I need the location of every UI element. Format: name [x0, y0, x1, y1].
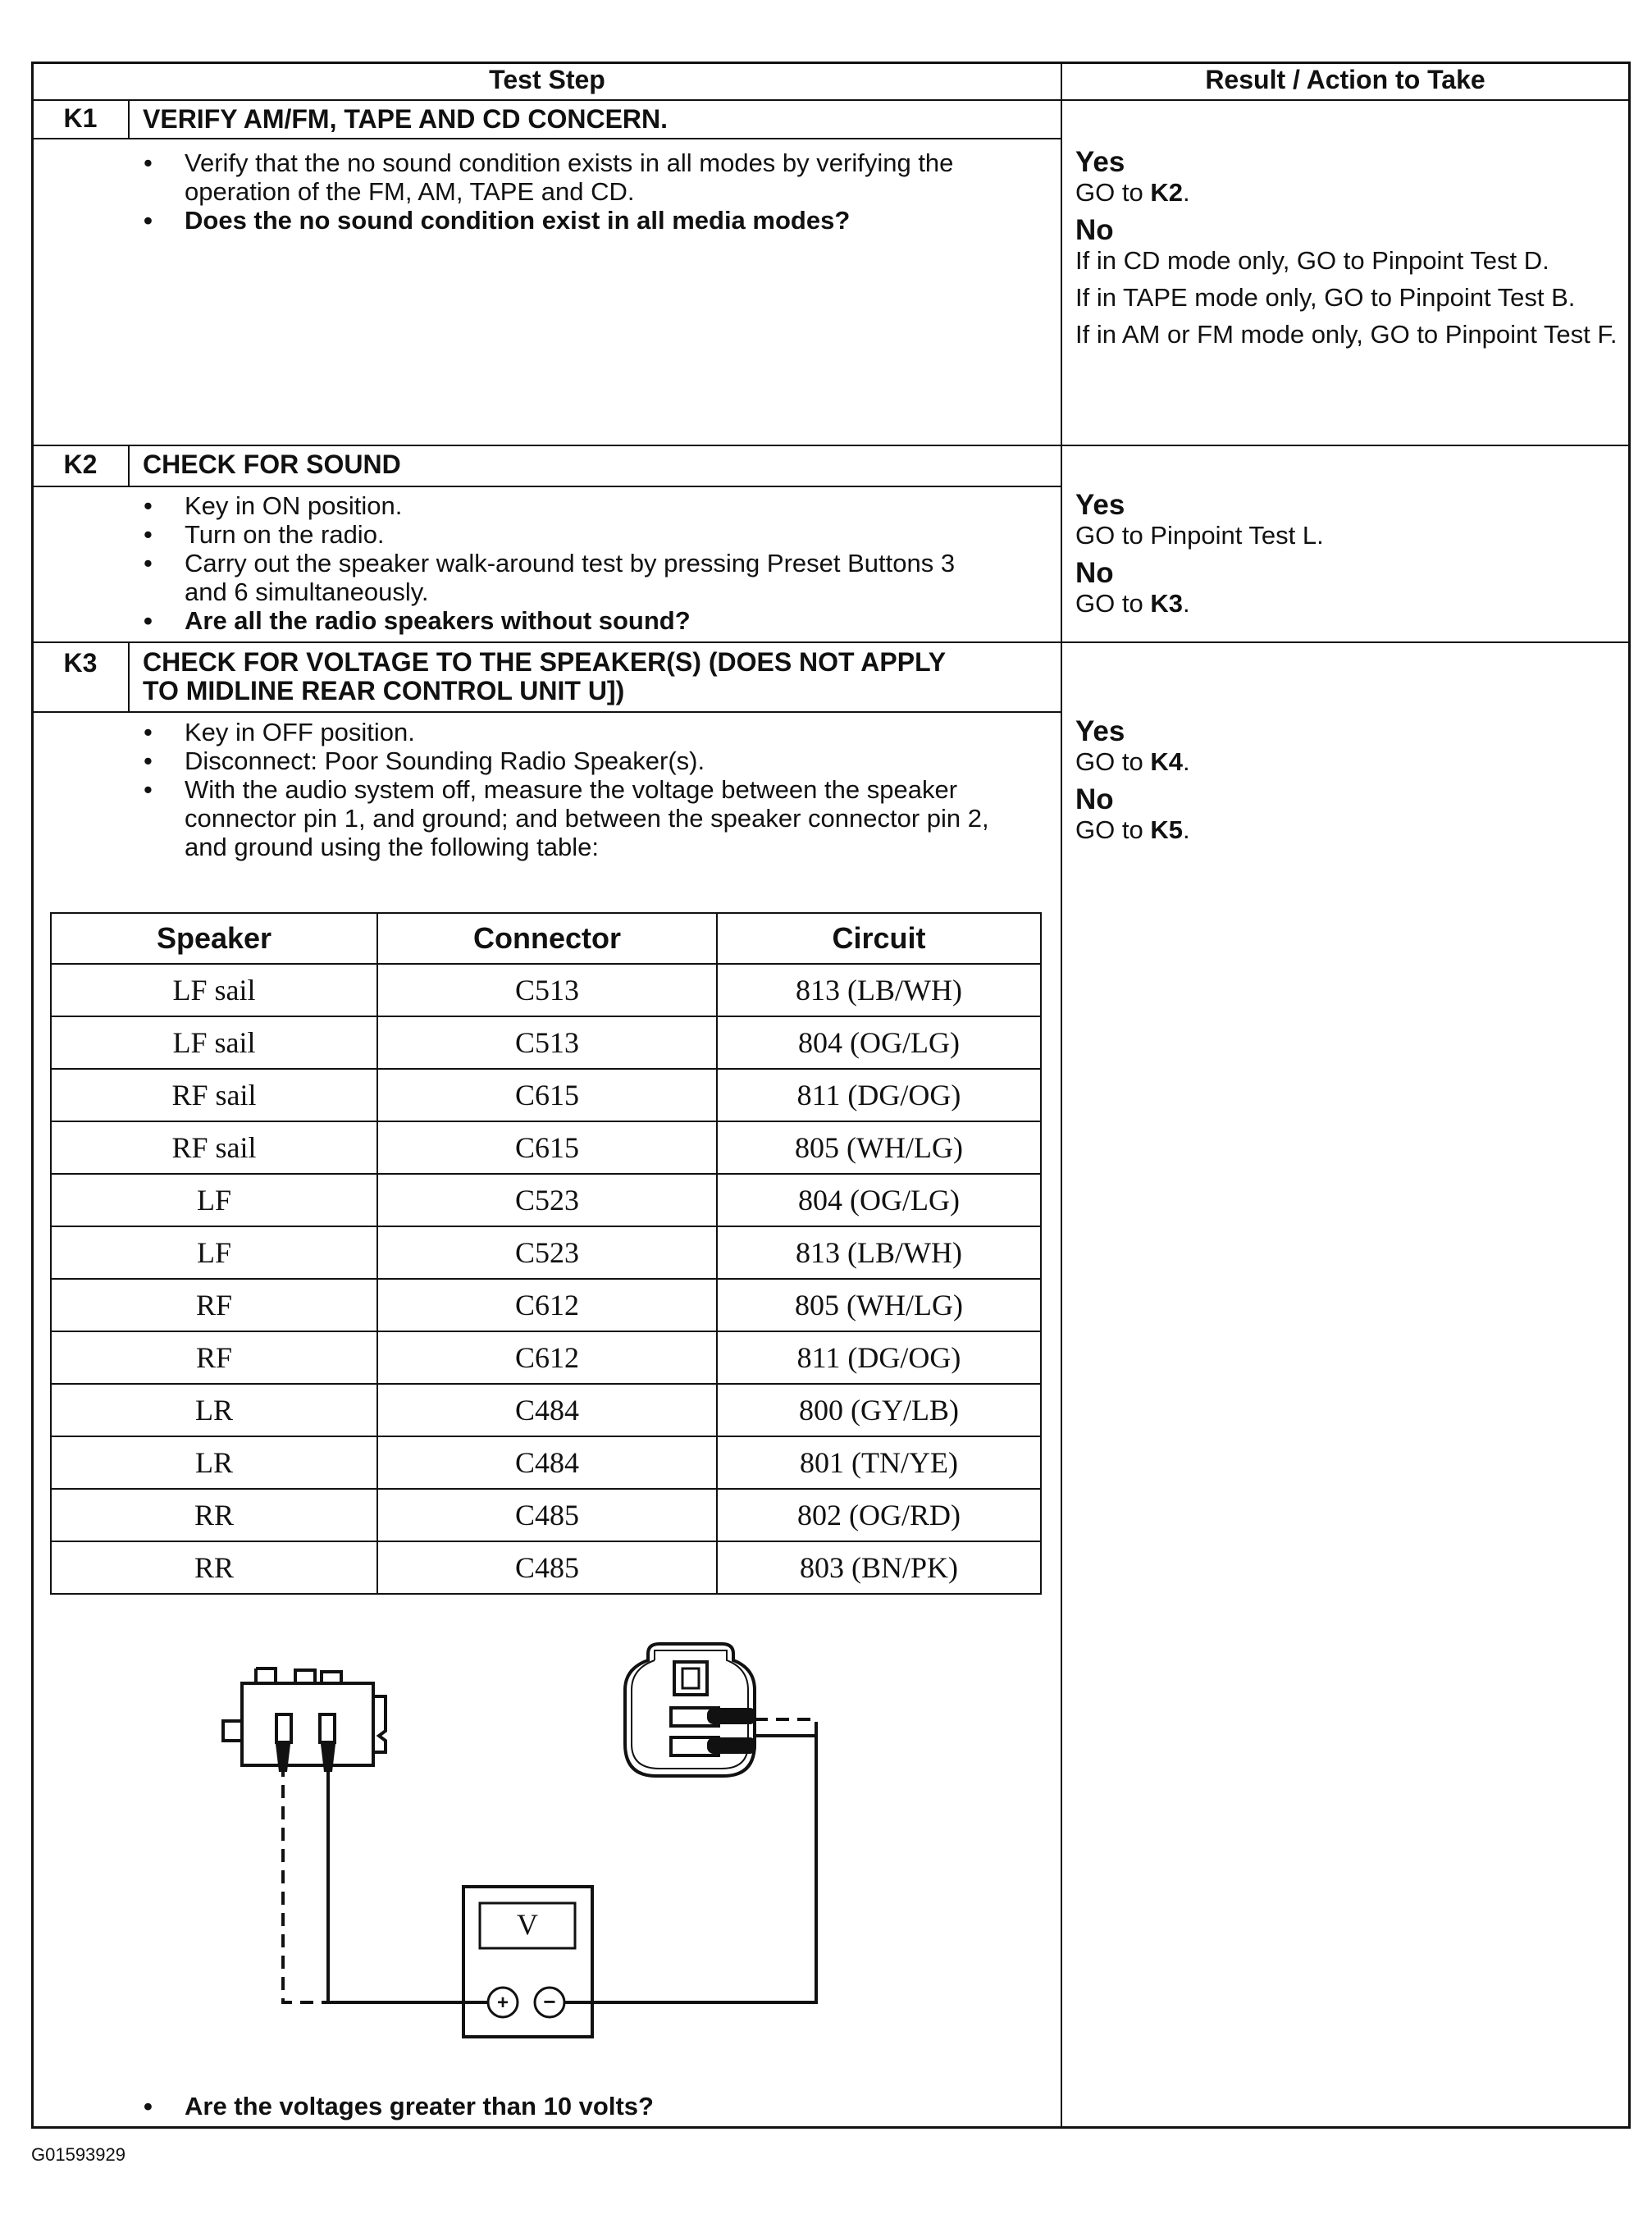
speaker-cell: RF — [51, 1279, 377, 1331]
speaker-connector-body — [242, 1683, 373, 1765]
k3-no-label: No — [1075, 783, 1114, 815]
table-row — [51, 1016, 1041, 1069]
table-row — [51, 1331, 1041, 1384]
speaker-cell: LR — [51, 1436, 377, 1489]
connector-cell: C615 — [377, 1121, 717, 1174]
k1-bottom-divider — [31, 445, 1631, 446]
step-id-divider — [128, 445, 130, 486]
k2-yes-label: Yes — [1075, 489, 1125, 521]
header-test-step: Test Step — [489, 65, 605, 94]
k3-bullet: • Key in OFF position. — [139, 718, 1025, 746]
k1-no-action: If in TAPE mode only, GO to Pinpoint Test B. — [1075, 283, 1576, 312]
k1-no-action: If in CD mode only, GO to Pinpoint Test D. — [1075, 246, 1549, 275]
circuit-cell: 801 (TN/YE) — [717, 1436, 1041, 1489]
connector-cell: C523 — [377, 1174, 717, 1226]
speaker-cell: RF — [51, 1331, 377, 1384]
step-title-k1: VERIFY AM/FM, TAPE AND CD CONCERN. — [143, 104, 669, 134]
k3-question-block — [139, 2092, 1025, 2120]
k2-bullet: • Key in ON position. — [139, 491, 968, 520]
circuit-cell: 811 (DG/OG) — [717, 1331, 1041, 1384]
k3-yes-label: Yes — [1075, 715, 1125, 747]
speaker-cell: LF sail — [51, 1016, 377, 1069]
step-title-k3: CHECK FOR VOLTAGE TO THE SPEAKER(S) (DOES NOT APPLY TO MIDLINE REAR CONTROL UNIT U]) — [143, 647, 946, 705]
connector-cell: C484 — [377, 1436, 717, 1489]
k2-yes-action: GO to Pinpoint Test L. — [1075, 521, 1324, 550]
step-id-k3: K3 — [63, 648, 98, 678]
table-row — [51, 1121, 1041, 1174]
speaker-table — [50, 912, 1042, 1595]
k3-yes-action: GO to K4. — [1075, 747, 1190, 776]
table-header-row — [51, 913, 1041, 964]
k1-no-label: No — [1075, 214, 1114, 246]
connector-cell: C615 — [377, 1069, 717, 1121]
speaker-table-body — [51, 964, 1041, 1594]
meter-label: V — [517, 1908, 538, 1941]
k1-no-action: If in AM or FM mode only, GO to Pinpoint Test F. — [1075, 320, 1618, 349]
connector-cell: C523 — [377, 1226, 717, 1279]
connector-cell: C484 — [377, 1384, 717, 1436]
table-row — [51, 1174, 1041, 1226]
k1-question: • Does the no sound condition exist in all media modes? — [139, 206, 984, 235]
k2-title-divider — [31, 486, 1061, 487]
minus-sign: − — [543, 1989, 556, 2014]
k2-bottom-divider — [31, 641, 1631, 643]
k2-no-action: GO to K3. — [1075, 589, 1190, 618]
table-row — [51, 1436, 1041, 1489]
speaker-cell: LR — [51, 1384, 377, 1436]
k3-bullet: • Disconnect: Poor Sounding Radio Speaker(s). — [139, 746, 1025, 775]
circuit-cell: 813 (LB/WH) — [717, 1226, 1041, 1279]
circuit-cell: 813 (LB/WH) — [717, 964, 1041, 1016]
circuit-cell: 805 (WH/LG) — [717, 1121, 1041, 1174]
connector-cell: C612 — [377, 1279, 717, 1331]
table-row — [51, 1279, 1041, 1331]
step-id-divider — [128, 99, 130, 138]
k3-bullet: • With the audio system off, measure the voltage between the speaker connector pin 1, and ground; and between the speaker connector pin 2, and ground using the following table: — [139, 775, 1025, 861]
speaker-cell: RF sail — [51, 1069, 377, 1121]
voltage-test-diagram — [205, 1632, 845, 2059]
k2-no-label: No — [1075, 557, 1114, 589]
col-header-circuit: Circuit — [717, 913, 1041, 964]
table-row — [51, 1541, 1041, 1594]
connector-tab-outline — [256, 1668, 341, 1683]
k1-yes-label: Yes — [1075, 146, 1125, 178]
header-divider — [31, 99, 1631, 101]
step-id-divider — [128, 641, 130, 711]
circuit-cell: 805 (WH/LG) — [717, 1279, 1041, 1331]
speaker-cell: RR — [51, 1489, 377, 1541]
k1-bullet: • Verify that the no sound condition exists in all modes by verifying the operation of the FM, AM, TAPE and CD. — [139, 148, 984, 206]
plus-sign: + — [496, 1992, 509, 2014]
table-row — [51, 1489, 1041, 1541]
circuit-cell: 800 (GY/LB) — [717, 1384, 1041, 1436]
table-row — [51, 1226, 1041, 1279]
connector-cell: C485 — [377, 1489, 717, 1541]
figure-code: G01593929 — [31, 2144, 125, 2165]
k2-bullet: • Carry out the speaker walk-around test by pressing Preset Buttons 3 and 6 simultaneously. — [139, 549, 968, 606]
k2-question: • Are all the radio speakers without sound? — [139, 606, 968, 635]
circuit-cell: 802 (OG/RD) — [717, 1489, 1041, 1541]
k3-instructions — [139, 718, 1025, 861]
connector-cell: C513 — [377, 1016, 717, 1069]
col-header-connector: Connector — [377, 913, 717, 964]
meter-lead-alt — [283, 1764, 328, 2002]
speaker-cell: LF — [51, 1174, 377, 1226]
step-id-k1: K1 — [63, 103, 98, 133]
circuit-cell: 803 (BN/PK) — [717, 1541, 1041, 1594]
speaker-cell: LF sail — [51, 964, 377, 1016]
header-result-action: Result / Action to Take — [1205, 65, 1485, 94]
k2-instructions — [139, 491, 968, 635]
k1-instructions — [139, 148, 984, 235]
speaker-cell: RR — [51, 1541, 377, 1594]
step-title-k2: CHECK FOR SOUND — [143, 450, 401, 479]
speaker-cell: LF — [51, 1226, 377, 1279]
step-id-k2: K2 — [63, 450, 98, 479]
table-row — [51, 1069, 1041, 1121]
k1-title-divider — [31, 138, 1061, 139]
k3-no-action: GO to K5. — [1075, 815, 1190, 844]
k1-yes-action: GO to K2. — [1075, 178, 1190, 207]
k2-bullet: • Turn on the radio. — [139, 520, 968, 549]
k3-results — [1075, 716, 1625, 852]
k2-results — [1075, 490, 1625, 626]
k1-results — [1075, 147, 1625, 357]
speaker-cell: RF sail — [51, 1121, 377, 1174]
connector-cell: C513 — [377, 964, 717, 1016]
circuit-cell: 811 (DG/OG) — [717, 1069, 1041, 1121]
column-divider — [1061, 62, 1062, 2129]
k3-title-divider — [31, 711, 1061, 713]
circuit-cell: 804 (OG/LG) — [717, 1174, 1041, 1226]
col-header-speaker: Speaker — [51, 913, 377, 964]
table-row — [51, 1384, 1041, 1436]
k3-question: • Are the voltages greater than 10 volts? — [139, 2092, 1025, 2120]
circuit-cell: 804 (OG/LG) — [717, 1016, 1041, 1069]
connector-cell: C485 — [377, 1541, 717, 1594]
table-row — [51, 964, 1041, 1016]
connector-cell: C612 — [377, 1331, 717, 1384]
